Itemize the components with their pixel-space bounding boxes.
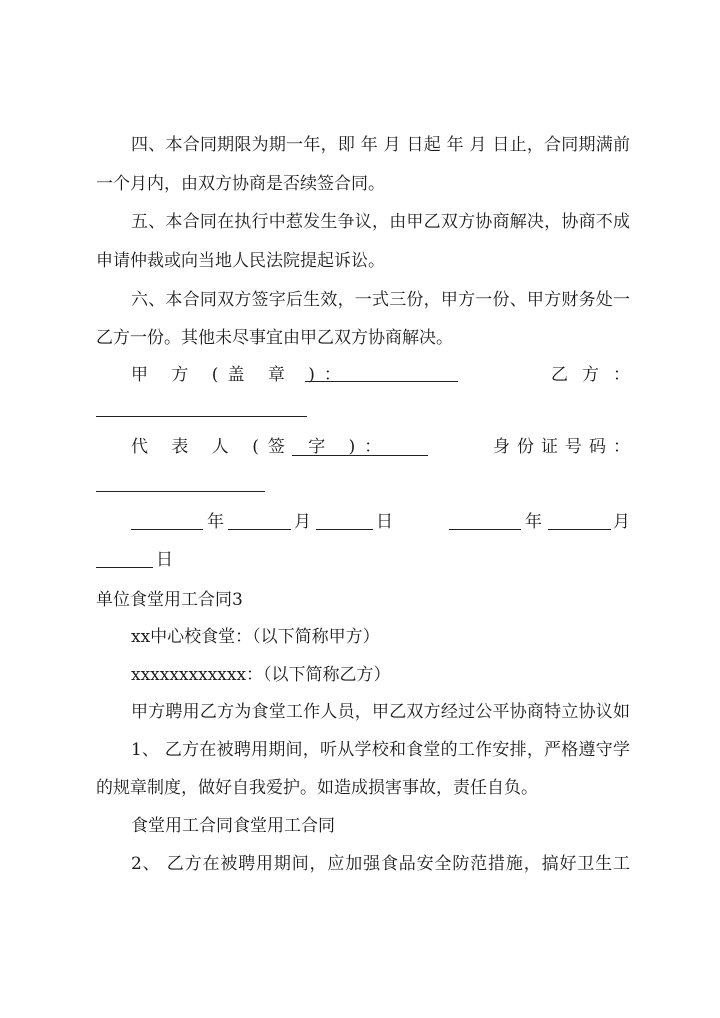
date-b-month-blank: [548, 529, 611, 530]
item-1-line-2: 的规章制度，做好自我爱护。如造成损害事故，责任自负。: [96, 778, 538, 798]
date-b-day: 日: [156, 550, 173, 570]
date-a-year: 年: [207, 512, 224, 532]
representative-label: 代 表 人 (签 字 )：: [131, 437, 391, 457]
party-b-label: 乙 方 ：: [551, 365, 630, 385]
party-a-seal-label: 甲 方 (盖 章 )：: [131, 365, 350, 385]
item-1-line-1: 1、 乙方在被聘用期间，听从学校和食堂的工作安排，严格遵守学: [131, 740, 630, 760]
clause-5-line-2: 申请仲裁或向当地人民法院提起诉讼。: [96, 251, 385, 271]
date-a-month: 月: [294, 512, 311, 532]
date-a-year-blank: [131, 529, 203, 530]
date-a-day-blank: [316, 529, 373, 530]
clause-4-line-1: 四、本合同期限为期一年，即 年 月 日起 年 月 日止，合同期满前: [131, 135, 630, 155]
party-b-blank: [96, 416, 307, 417]
contract-3-title: 单位食堂用工合同3: [96, 590, 243, 610]
item-2-line-1: 2、 乙方在被聘用期间，应加强食品安全防范措施，搞好卫生工: [131, 854, 630, 874]
clause-6-line-2: 乙方一份。其他未尽事宜由甲乙双方协商解决。: [96, 328, 453, 348]
id-number-blank: [96, 491, 265, 492]
date-b-year: 年: [525, 512, 542, 532]
party-a-seal-blank: [305, 381, 458, 382]
party-b-intro: xxxxxxxxxxxx：（以下简称乙方）: [131, 665, 391, 685]
party-a-intro: xx中心校食堂：（以下简称甲方）: [131, 627, 380, 647]
preamble: 甲方聘用乙方为食堂工作人员，甲乙双方经过公平协商特立协议如: [131, 702, 630, 722]
date-a-month-blank: [228, 529, 291, 530]
date-b-day-blank: [96, 567, 153, 568]
clause-4-line-2: 一个月内，由双方协商是否续签合同。: [96, 174, 385, 194]
id-number-label: 身 份 证 号 码 ：: [493, 437, 630, 457]
date-b-year-blank: [449, 529, 521, 530]
clause-6-line-1: 六、本合同双方签字后生效，一式三份，甲方一份、甲方财务处一: [131, 290, 630, 310]
subheading: 食堂用工合同食堂用工合同: [131, 816, 335, 836]
date-a-day: 日: [376, 512, 393, 532]
date-b-month: 月: [613, 512, 630, 532]
clause-5-line-1: 五、本合同在执行中惹发生争议，由甲乙双方协商解决，协商不成: [131, 212, 630, 232]
representative-blank: [292, 455, 428, 456]
